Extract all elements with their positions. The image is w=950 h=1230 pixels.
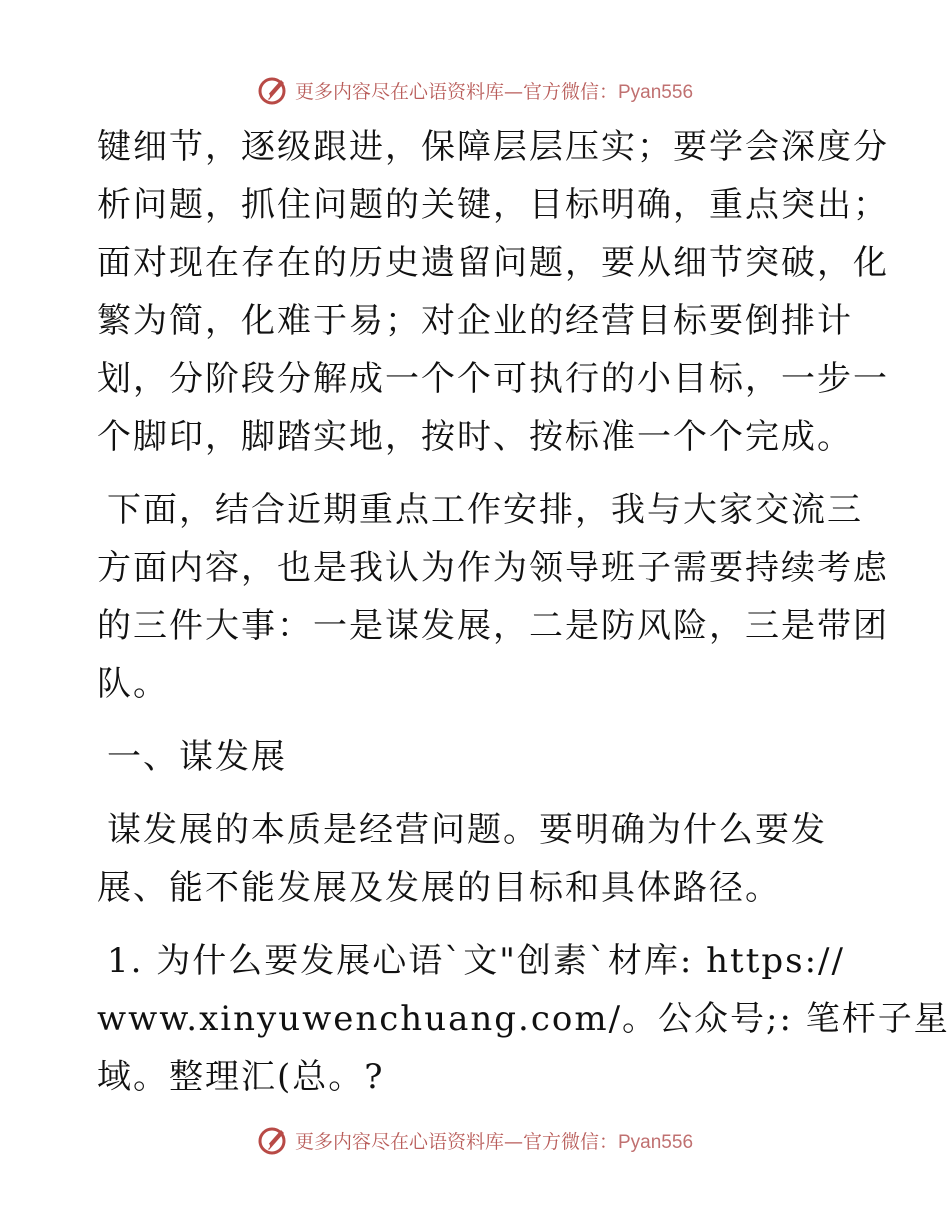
footer-banner-text — [295, 1127, 693, 1154]
text-line: 谋发展的本质是经营问题。要明确为什么要发 — [107, 810, 827, 850]
paragraph-3 — [97, 801, 857, 917]
paragraph-2 — [97, 481, 889, 713]
header-wechat-id: Pyan556 — [618, 81, 694, 103]
text-line: 域。整理汇(总。? — [97, 1057, 385, 1097]
text-line: 析问题，抓住问题的关键，目标明确，重点突出； — [97, 185, 889, 225]
text-line: 划，分阶段分解成一个个可执行的小目标，一步一 — [97, 359, 889, 399]
heading-text: 一、谋发展 — [107, 737, 287, 777]
text-line: www.xinyuwenchuang.com/。公众号;: 笔杆子星 — [97, 999, 950, 1039]
document-body — [97, 118, 950, 1121]
text-line: 个脚印，脚踏实地，按时、按标准一个个完成。 — [97, 417, 853, 457]
text-line: 下面，结合近期重点工作安排，我与大家交流三 — [107, 490, 863, 530]
brush-logo-icon — [257, 1124, 289, 1156]
footer-banner — [257, 1124, 693, 1156]
text-line: 队。 — [97, 664, 169, 704]
text-line: 1. 为什么要发展心语`文"创素`材库: https:// — [107, 941, 845, 981]
footer-banner-cn: 更多内容尽在心语资料库—官方微信： — [294, 1130, 618, 1153]
section-heading-1 — [97, 728, 857, 786]
page-footer — [0, 1120, 950, 1160]
text-line: 繁为简，化难于易；对企业的经营目标要倒排计 — [97, 301, 853, 341]
text-line: 展、能不能发展及发展的目标和具体路径。 — [97, 868, 781, 908]
footer-wechat-id: Pyan556 — [618, 1131, 694, 1153]
paragraph-1 — [97, 118, 889, 466]
text-line: 的三件大事：一是谋发展，二是防风险，三是带团 — [97, 606, 889, 646]
paragraph-4 — [97, 932, 950, 1106]
text-line: 键细节，逐级跟进，保障层层压实；要学会深度分 — [97, 127, 889, 167]
header-banner-text — [295, 77, 693, 104]
text-line: 面对现在存在的历史遗留问题，要从细节突破，化 — [97, 243, 889, 283]
header-banner-cn: 更多内容尽在心语资料库—官方微信： — [294, 80, 618, 103]
header-banner — [257, 74, 693, 106]
page-header — [0, 70, 950, 110]
brush-logo-icon — [257, 74, 289, 106]
text-line: 方面内容，也是我认为作为领导班子需要持续考虑 — [97, 548, 889, 588]
